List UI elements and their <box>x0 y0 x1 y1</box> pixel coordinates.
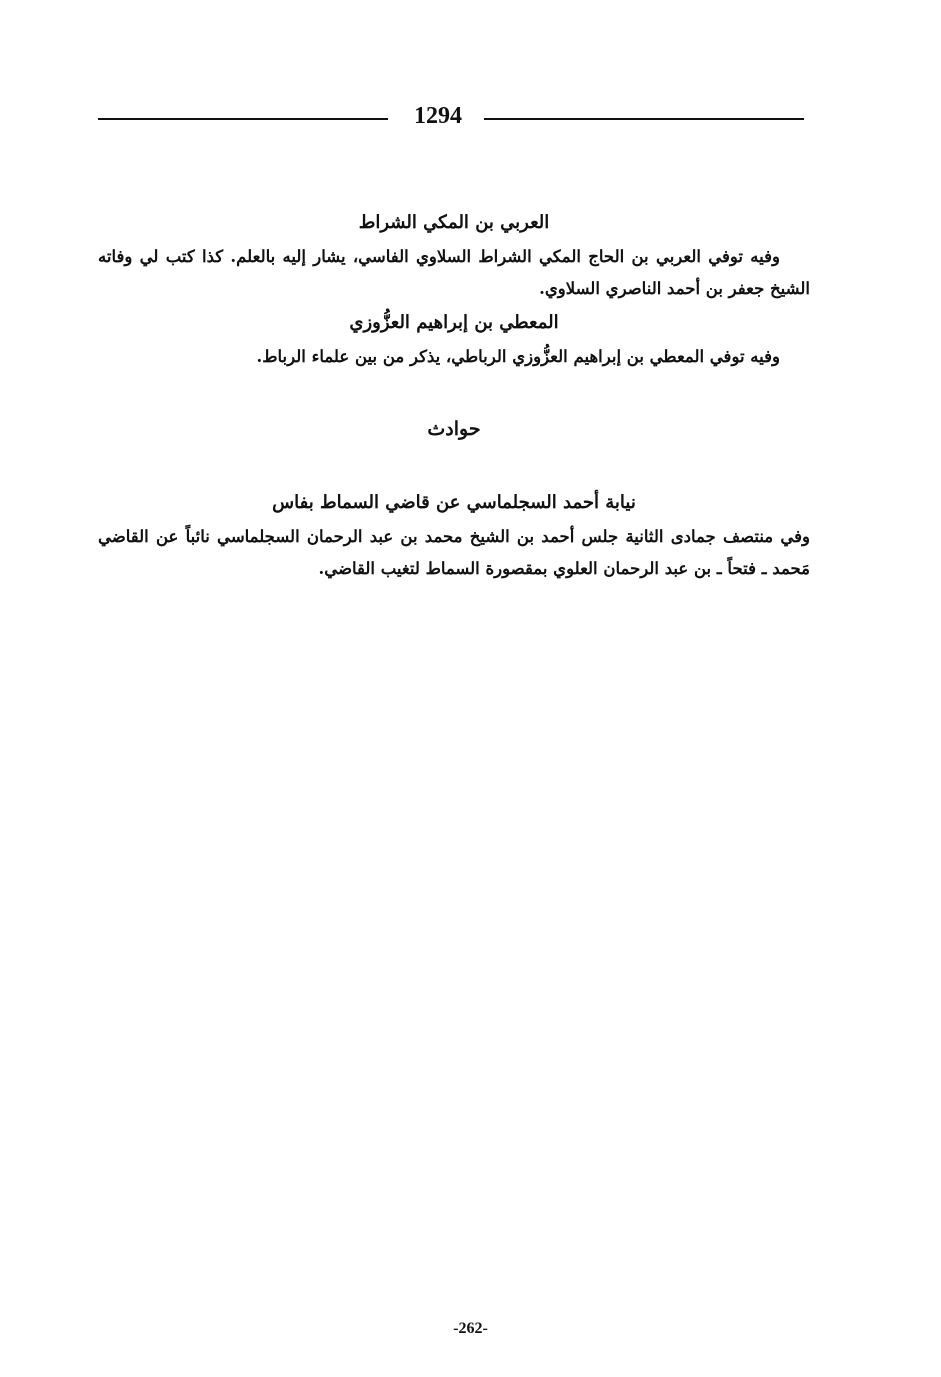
event-title: نيابة أحمد السجلماسي عن قاضي السماط بفاس <box>272 492 636 513</box>
entry-title: المعطي بن إبراهيم العزُّوزي <box>349 312 559 333</box>
page-body <box>98 205 810 585</box>
page-header <box>98 96 804 136</box>
entry-text: وفيه توفي المعطي بن إبراهيم العزُّوزي الرباطي، يذكر من بين علماء الرباط. <box>256 347 780 366</box>
header-rule-left <box>98 118 388 120</box>
year-heading: 1294 <box>414 103 462 129</box>
entry-text: وفيه توفي العربي بن الحاج المكي الشراط السلاوي الفاسي، يشار إليه بالعلم. كذا كتب لي وفاته الشيخ جعفر بن أحمد الناصري السلاوي. <box>98 247 810 298</box>
event <box>98 485 810 585</box>
event-text: وفي منتصف جمادى الثانية جلس أحمد بن الشيخ محمد بن عبد الرحمان السجلماسي نائباً عن القاضي مَحمد ـ فتحاً ـ بن عبد الرحمان العلوي بمقصورة السماط لتغيب القاضي. <box>98 527 810 578</box>
header-rule-right <box>484 118 804 120</box>
section-title: حوادث <box>427 418 481 440</box>
entry <box>98 305 810 373</box>
page-number: -262- <box>453 1320 488 1337</box>
entry <box>98 205 810 305</box>
entry-title: العربي بن المكي الشراط <box>358 212 550 233</box>
